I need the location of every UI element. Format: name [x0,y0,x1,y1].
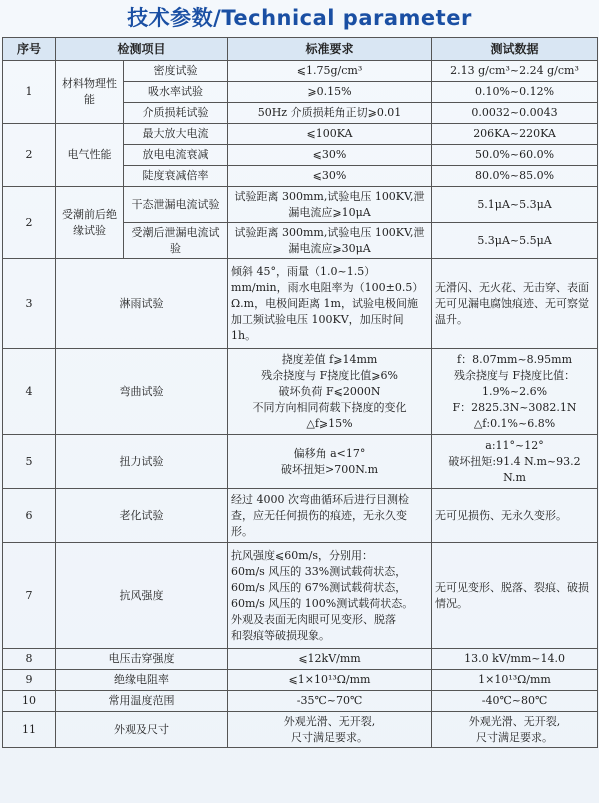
data-line: N.m [503,470,526,484]
standard-line: 60m/s 风压的 67%测试载荷状态， [231,580,407,594]
table-row [3,435,598,489]
standard-line: 破坏负荷 F⩽2000N [278,384,381,398]
data-line: 1.9%~2.6% [481,384,548,398]
item-label: 常用温度范围 [56,691,228,712]
item-label: 弯曲试验 [56,349,228,435]
standard-line: 不同方向相同荷载下挠度的变化 [252,400,407,414]
header-item: 检测项目 [56,38,228,61]
row-no: 7 [3,543,56,649]
standard-line: 偏移角 a<17° [293,446,366,460]
sub-item: 吸水率试验 [124,82,228,103]
standard-line: △f⩾15% [306,416,353,430]
data-cell [432,435,598,489]
table-row [3,489,598,543]
standard-cell [228,349,432,435]
table-row [3,649,598,670]
standard-cell: 50Hz 介质损耗角正切⩾0.01 [228,103,432,124]
header-no: 序号 [3,38,56,61]
table-row [3,259,598,349]
data-cell [432,349,598,435]
row-no: 9 [3,670,56,691]
group-label: 受潮前后绝缘试验 [56,187,124,259]
sub-item: 放电电流衰减 [124,145,228,166]
group-label: 材料物理性能 [56,61,124,124]
standard-cell: ⩾0.15% [228,82,432,103]
group-label: 电气性能 [56,124,124,187]
standard-line: 抗风强度⩽60m/s，分别用： [231,548,374,562]
item-label: 抗风强度 [56,543,228,649]
data-cell: 5.3μA~5.5μA [432,223,598,259]
row-no: 3 [3,259,56,349]
table-row [3,691,598,712]
data-line: F：2825.3N~3082.1N [452,400,577,414]
item-label: 淋雨试验 [56,259,228,349]
table-row [3,124,598,145]
sub-item: 陡度衰减倍率 [124,166,228,187]
standard-line: 挠度差值 f⩾14mm [281,352,378,366]
row-no: 8 [3,649,56,670]
standard-cell [228,435,432,489]
data-line: 尺寸满足要求。 [476,730,554,744]
data-cell: 0.10%~0.12% [432,82,598,103]
item-label: 外观及尺寸 [56,712,228,748]
standard-line: 60m/s 风压的 100%测试载荷状态。 [231,596,414,610]
data-line: f：8.07mm~8.95mm [457,352,573,366]
data-line: 外观光滑、无开裂, [468,714,561,728]
data-cell: 无滑闪、无火花、无击穿、表面无可见漏电腐蚀痕迹、无可察觉温升。 [432,259,598,349]
row-no: 5 [3,435,56,489]
data-cell: 206KA~220KA [432,124,598,145]
data-cell: 13.0 kV/mm~14.0 [432,649,598,670]
table-row [3,61,598,82]
data-cell: 5.1μA~5.3μA [432,187,598,223]
data-line: △f:0.1%~6.8% [473,416,556,430]
data-line: 破坏扭矩:91.4 N.m~93.2 [448,454,581,468]
standard-line: 残余挠度与 F挠度比值⩾6% [261,368,398,382]
standard-cell: 经过 4000 次弯曲循环后进行目测检查，应无任何损伤的痕迹，无永久变形。 [228,489,432,543]
standard-line: 外观光滑、无开裂, [283,714,376,728]
data-cell: 无可见损伤、无永久变形。 [432,489,598,543]
technical-parameter-table [2,37,598,748]
standard-line: 60m/s 风压的 33%测试载荷状态， [231,564,407,578]
table-row [3,670,598,691]
row-no: 11 [3,712,56,748]
standard-cell: ⩽100KA [228,124,432,145]
row-no: 1 [3,61,56,124]
standard-cell: ⩽12kV/mm [228,649,432,670]
data-cell: -40℃~80℃ [432,691,598,712]
standard-cell: ⩽1×10¹³Ω/mm [228,670,432,691]
row-no: 4 [3,349,56,435]
data-cell: 50.0%~60.0% [432,145,598,166]
standard-line: 破坏扭矩>700N.m [280,462,379,476]
standard-cell [228,543,432,649]
header-data: 测试数据 [432,38,598,61]
standard-cell: ⩽1.75g/cm³ [228,61,432,82]
sub-item: 最大放大电流 [124,124,228,145]
standard-cell: ⩽30% [228,166,432,187]
item-label: 扭力试验 [56,435,228,489]
row-no: 2 [3,187,56,259]
standard-cell: -35℃~70℃ [228,691,432,712]
data-cell: 2.13 g/cm³~2.24 g/cm³ [432,61,598,82]
data-cell: 0.0032~0.0043 [432,103,598,124]
table-row [3,349,598,435]
table-row [3,712,598,748]
standard-cell [228,712,432,748]
data-cell: 1×10¹³Ω/mm [432,670,598,691]
standard-line: 和裂痕等破损现象。 [231,628,331,642]
sub-item: 密度试验 [124,61,228,82]
standard-line: 外观及表面无肉眼可见变形、脱落 [231,612,397,626]
sub-item: 干态泄漏电流试验 [124,187,228,223]
item-label: 电压击穿强度 [56,649,228,670]
data-cell [432,712,598,748]
header-standard: 标准要求 [228,38,432,61]
standard-cell: 试验距离 300mm,试验电压 100KV,泄漏电流应⩾30μA [228,223,432,259]
standard-cell: ⩽30% [228,145,432,166]
item-label: 绝缘电阻率 [56,670,228,691]
data-cell: 无可见变形、脱落、裂痕、破损情况。 [432,543,598,649]
row-no: 2 [3,124,56,187]
row-no: 10 [3,691,56,712]
standard-cell: 倾斜 45°，雨量（1.0~1.5）mm/min，雨水电阻率为（100±0.5）Ω.m，电极间距离 1m，试验电极间施加工频试验电压 100KV，加压时间 1h。 [228,259,432,349]
sub-item: 介质损耗试验 [124,103,228,124]
header-row [3,38,598,61]
sub-item: 受潮后泄漏电流试验 [124,223,228,259]
data-line: a:11°~12° [485,438,544,452]
data-cell: 80.0%~85.0% [432,166,598,187]
row-no: 6 [3,489,56,543]
standard-cell: 试验距离 300mm,试验电压 100KV,泄漏电流应⩾10μA [228,187,432,223]
standard-line: 尺寸满足要求。 [291,730,369,744]
table-row [3,187,598,223]
page-title: 技术参数/Technical parameter [127,6,472,30]
data-line: 残余挠度与 F挠度比值： [453,368,576,382]
table-row [3,543,598,649]
item-label: 老化试验 [56,489,228,543]
